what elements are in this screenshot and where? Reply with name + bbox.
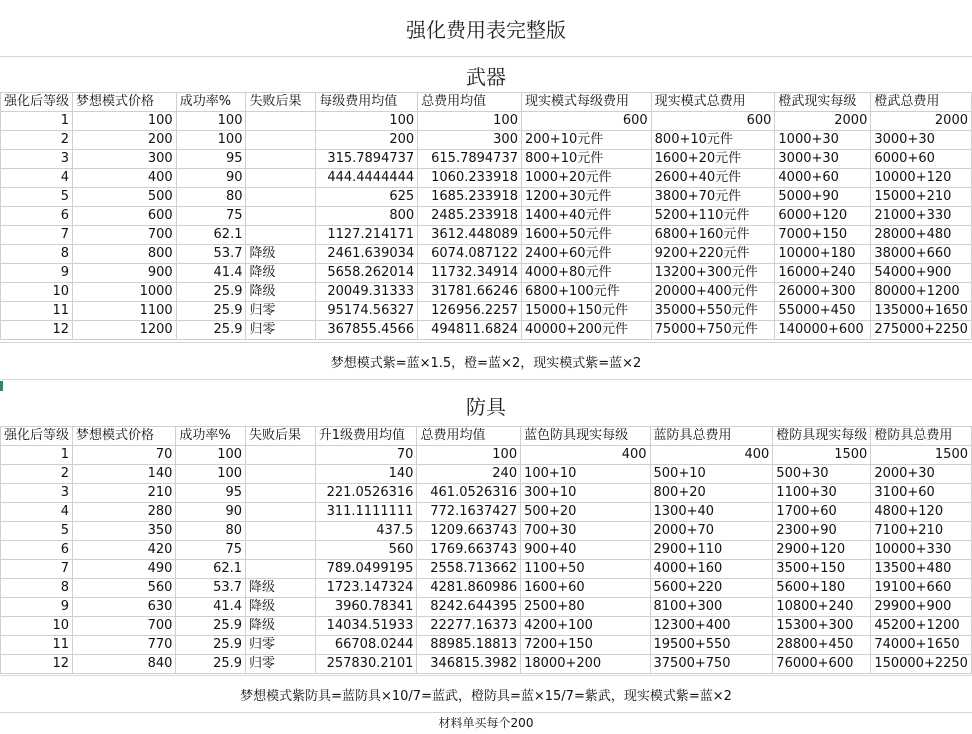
table-cell[interactable]: 315.7894737 xyxy=(316,150,418,169)
table-cell[interactable]: 2300+90 xyxy=(773,522,871,541)
table-cell[interactable]: 100 xyxy=(176,131,246,150)
table-cell[interactable]: 300 xyxy=(73,150,177,169)
table-row xyxy=(1,560,972,579)
table-cell[interactable]: 1300+40 xyxy=(650,503,773,522)
table-cell[interactable]: 5200+110元件 xyxy=(651,207,775,226)
table-cell[interactable]: 70 xyxy=(315,446,417,465)
table-cell[interactable]: 494811.6824 xyxy=(418,321,522,340)
table-cell[interactable]: 2900+120 xyxy=(773,541,871,560)
armor-section-title: 防具 xyxy=(466,394,506,419)
table-cell[interactable]: 1 xyxy=(1,446,73,465)
table-row xyxy=(1,617,972,636)
table-row xyxy=(1,245,972,264)
table-cell[interactable]: 300+10 xyxy=(521,484,650,503)
table-row xyxy=(1,302,972,321)
table-cell[interactable]: 1000+20元件 xyxy=(521,169,651,188)
table-cell[interactable]: 53.7 xyxy=(176,245,246,264)
table-cell[interactable]: 1685.233918 xyxy=(418,188,522,207)
table-cell[interactable]: 1200+30元件 xyxy=(521,188,651,207)
table-cell[interactable]: 5000+90 xyxy=(775,188,871,207)
table-cell[interactable]: 11732.34914 xyxy=(418,264,522,283)
table-cell[interactable]: 22277.16373 xyxy=(417,617,521,636)
table-cell[interactable]: 15300+300 xyxy=(773,617,871,636)
table-row xyxy=(1,465,972,484)
table-cell[interactable]: 1127.214171 xyxy=(316,226,418,245)
table-cell[interactable]: 560 xyxy=(73,579,176,598)
table-cell[interactable]: 28000+480 xyxy=(871,226,972,245)
table-cell[interactable]: 210 xyxy=(73,484,176,503)
table-cell[interactable]: 100+10 xyxy=(521,465,650,484)
table-cell[interactable] xyxy=(246,207,316,226)
table-cell[interactable]: 311.1111111 xyxy=(315,503,417,522)
table-cell[interactable]: 95 xyxy=(176,150,246,169)
table-cell[interactable]: 2400+60元件 xyxy=(521,245,651,264)
table-cell[interactable]: 1600+50元件 xyxy=(521,226,651,245)
table-cell[interactable]: 100 xyxy=(176,465,246,484)
table-row xyxy=(1,188,972,207)
table-cell[interactable]: 140000+600 xyxy=(775,321,871,340)
table-cell[interactable]: 700 xyxy=(73,617,176,636)
table-cell[interactable]: 12 xyxy=(1,655,73,674)
table-cell[interactable]: 38000+660 xyxy=(871,245,972,264)
table-cell[interactable]: 归零 xyxy=(246,302,316,321)
table-cell[interactable]: 1100+30 xyxy=(773,484,871,503)
table-cell[interactable]: 4 xyxy=(1,169,73,188)
table-cell[interactable]: 2 xyxy=(1,131,73,150)
table-cell[interactable] xyxy=(246,131,316,150)
table-cell[interactable]: 26000+300 xyxy=(775,283,871,302)
table-cell[interactable]: 12300+400 xyxy=(650,617,773,636)
table-cell[interactable]: 1400+40元件 xyxy=(521,207,651,226)
table-cell[interactable]: 100 xyxy=(418,112,522,131)
table-cell[interactable]: 600 xyxy=(73,207,177,226)
table-cell[interactable]: 10800+240 xyxy=(773,598,871,617)
table-cell[interactable]: 19100+660 xyxy=(871,579,972,598)
table-cell[interactable]: 12 xyxy=(1,321,73,340)
table-cell[interactable]: 1100+50 xyxy=(521,560,650,579)
table-cell[interactable]: 1700+60 xyxy=(773,503,871,522)
column-header[interactable]: 成功率% xyxy=(176,93,246,112)
table-cell[interactable]: 1500 xyxy=(871,446,972,465)
table-cell[interactable]: 2 xyxy=(1,465,73,484)
table-row xyxy=(1,264,972,283)
table-cell[interactable]: 21000+330 xyxy=(871,207,972,226)
table-cell[interactable] xyxy=(246,541,316,560)
table-cell[interactable]: 1600+60 xyxy=(521,579,650,598)
table-cell[interactable]: 1600+20元件 xyxy=(651,150,775,169)
table-cell[interactable] xyxy=(246,522,316,541)
table-cell[interactable]: 62.1 xyxy=(176,226,246,245)
table-cell[interactable]: 100 xyxy=(176,446,246,465)
table-cell[interactable]: 2558.713662 xyxy=(417,560,521,579)
table-cell[interactable]: 53.7 xyxy=(176,579,246,598)
table-cell[interactable]: 4000+80元件 xyxy=(521,264,651,283)
table-cell[interactable]: 500+20 xyxy=(521,503,650,522)
table-cell[interactable]: 1 xyxy=(1,112,73,131)
table-cell[interactable]: 25.9 xyxy=(176,617,246,636)
column-header[interactable]: 橙武总费用 xyxy=(871,93,972,112)
table-cell[interactable]: 28800+450 xyxy=(773,636,871,655)
table-cell[interactable]: 2500+80 xyxy=(521,598,650,617)
table-cell[interactable]: 2900+110 xyxy=(650,541,773,560)
table-cell[interactable]: 54000+900 xyxy=(871,264,972,283)
table-row xyxy=(1,131,972,150)
table-cell[interactable]: 5600+220 xyxy=(650,579,773,598)
table-cell[interactable]: 41.4 xyxy=(176,598,246,617)
table-cell[interactable]: 19500+550 xyxy=(650,636,773,655)
table-cell[interactable] xyxy=(246,188,316,207)
table-cell[interactable]: 560 xyxy=(315,541,417,560)
table-cell[interactable]: 367855.4566 xyxy=(316,321,418,340)
table-cell[interactable]: 归零 xyxy=(246,321,316,340)
table-cell[interactable]: 62.1 xyxy=(176,560,246,579)
table-cell[interactable]: 8100+300 xyxy=(650,598,773,617)
table-cell[interactable]: 400 xyxy=(650,446,773,465)
table-cell[interactable]: 444.4444444 xyxy=(316,169,418,188)
table-row xyxy=(1,446,972,465)
table-cell[interactable]: 200 xyxy=(73,131,177,150)
armor-note: 梦想模式紫防具=蓝防具×10/7=蓝武，橙防具=蓝×15/7=紫武，现实模式紫=蓝×2 xyxy=(0,675,972,713)
table-cell[interactable]: 10000+180 xyxy=(775,245,871,264)
table-cell[interactable]: 800+10元件 xyxy=(651,131,775,150)
table-cell[interactable]: 25.9 xyxy=(176,321,246,340)
table-cell[interactable]: 6000+120 xyxy=(775,207,871,226)
table-row xyxy=(1,169,972,188)
table-cell[interactable]: 800+10元件 xyxy=(521,150,651,169)
table-cell[interactable]: 25.9 xyxy=(176,302,246,321)
table-cell[interactable]: 9 xyxy=(1,264,73,283)
table-cell[interactable]: 降级 xyxy=(246,283,316,302)
table-cell[interactable] xyxy=(246,226,316,245)
table-cell[interactable]: 4000+160 xyxy=(650,560,773,579)
header-row xyxy=(1,93,972,112)
table-cell[interactable]: 275000+2250 xyxy=(871,321,972,340)
table-cell[interactable]: 1723.147324 xyxy=(315,579,417,598)
table-cell[interactable] xyxy=(246,150,316,169)
table-cell[interactable]: 降级 xyxy=(246,598,316,617)
table-cell[interactable]: 5658.262014 xyxy=(316,264,418,283)
table-cell[interactable]: 615.7894737 xyxy=(418,150,522,169)
table-cell[interactable]: 1209.663743 xyxy=(417,522,521,541)
table-cell[interactable]: 14034.51933 xyxy=(315,617,417,636)
table-cell[interactable]: 11 xyxy=(1,636,73,655)
table-cell[interactable]: 1100 xyxy=(73,302,177,321)
table-cell[interactable]: 100 xyxy=(176,112,246,131)
table-row xyxy=(1,636,972,655)
table-cell[interactable]: 13200+300元件 xyxy=(651,264,775,283)
table-cell[interactable]: 500+10 xyxy=(650,465,773,484)
table-cell[interactable]: 800+20 xyxy=(650,484,773,503)
table-cell[interactable]: 772.1637427 xyxy=(417,503,521,522)
table-cell[interactable]: 100 xyxy=(316,112,418,131)
table-cell[interactable]: 100 xyxy=(73,112,177,131)
table-cell[interactable]: 降级 xyxy=(246,579,316,598)
table-cell[interactable]: 归零 xyxy=(246,655,316,674)
table-cell[interactable]: 3100+60 xyxy=(871,484,972,503)
table-cell[interactable]: 降级 xyxy=(246,617,316,636)
table-cell[interactable]: 95174.56327 xyxy=(316,302,418,321)
table-cell[interactable]: 4281.860986 xyxy=(417,579,521,598)
table-cell[interactable]: 29900+900 xyxy=(871,598,972,617)
table-cell[interactable]: 500+30 xyxy=(773,465,871,484)
table-cell[interactable]: 8242.644395 xyxy=(417,598,521,617)
table-cell[interactable]: 3000+30 xyxy=(775,150,871,169)
table-cell[interactable]: 1769.663743 xyxy=(417,541,521,560)
table-row xyxy=(1,112,972,131)
column-header[interactable]: 强化后等级 xyxy=(1,427,73,446)
table-cell[interactable]: 25.9 xyxy=(176,283,246,302)
table-cell[interactable]: 降级 xyxy=(246,245,316,264)
header-row xyxy=(1,427,972,446)
table-cell[interactable]: 13500+480 xyxy=(871,560,972,579)
table-cell[interactable]: 6800+160元件 xyxy=(651,226,775,245)
table-cell[interactable]: 2000+30 xyxy=(871,465,972,484)
table-cell[interactable]: 300 xyxy=(418,131,522,150)
table-cell[interactable]: 40000+200元件 xyxy=(521,321,651,340)
table-cell[interactable]: 257830.2101 xyxy=(315,655,417,674)
table-cell[interactable]: 18000+200 xyxy=(521,655,650,674)
table-cell[interactable]: 25.9 xyxy=(176,636,246,655)
table-cell[interactable]: 840 xyxy=(73,655,176,674)
table-cell[interactable]: 400 xyxy=(73,169,177,188)
column-header[interactable]: 成功率% xyxy=(176,427,246,446)
table-cell[interactable]: 41.4 xyxy=(176,264,246,283)
table-row xyxy=(1,503,972,522)
column-header[interactable]: 现实模式总费用 xyxy=(651,93,775,112)
column-header[interactable]: 蓝色防具现实每级 xyxy=(521,427,650,446)
table-cell[interactable]: 135000+1650 xyxy=(871,302,972,321)
table-cell[interactable]: 9200+220元件 xyxy=(651,245,775,264)
table-cell[interactable]: 140 xyxy=(73,465,176,484)
table-cell[interactable]: 35000+550元件 xyxy=(651,302,775,321)
table-row xyxy=(1,598,972,617)
table-row xyxy=(1,541,972,560)
table-cell[interactable]: 3612.448089 xyxy=(418,226,522,245)
table-cell[interactable]: 3000+30 xyxy=(871,131,972,150)
table-cell[interactable]: 80 xyxy=(176,522,246,541)
table-cell[interactable] xyxy=(246,484,316,503)
table-cell[interactable] xyxy=(246,169,316,188)
table-cell[interactable]: 8 xyxy=(1,579,73,598)
table-cell[interactable]: 800 xyxy=(316,207,418,226)
table-cell[interactable]: 6 xyxy=(1,541,73,560)
table-cell[interactable]: 6 xyxy=(1,207,73,226)
table-cell[interactable]: 20000+400元件 xyxy=(651,283,775,302)
table-cell[interactable]: 15000+150元件 xyxy=(521,302,651,321)
table-cell[interactable]: 88985.18813 xyxy=(417,636,521,655)
column-header[interactable]: 总费用均值 xyxy=(417,427,521,446)
table-cell[interactable]: 100 xyxy=(417,446,521,465)
table-row xyxy=(1,655,972,674)
table-cell[interactable]: 90 xyxy=(176,169,246,188)
table-cell[interactable]: 630 xyxy=(73,598,176,617)
table-cell[interactable]: 490 xyxy=(73,560,176,579)
table-cell[interactable]: 625 xyxy=(316,188,418,207)
table-cell[interactable]: 16000+240 xyxy=(775,264,871,283)
table-cell[interactable]: 400 xyxy=(521,446,650,465)
table-cell[interactable]: 4800+120 xyxy=(871,503,972,522)
table-cell[interactable]: 4000+60 xyxy=(775,169,871,188)
table-cell[interactable]: 1500 xyxy=(773,446,871,465)
table-cell[interactable]: 200+10元件 xyxy=(521,131,651,150)
table-cell[interactable]: 31781.66246 xyxy=(418,283,522,302)
column-header[interactable]: 强化后等级 xyxy=(1,93,73,112)
table-row xyxy=(1,207,972,226)
sheet-title: 强化费用表完整版 xyxy=(0,0,972,57)
table-cell[interactable]: 25.9 xyxy=(176,655,246,674)
column-header[interactable]: 升1级费用均值 xyxy=(315,427,417,446)
column-header[interactable]: 梦想模式价格 xyxy=(73,93,177,112)
table-cell[interactable]: 75 xyxy=(176,541,246,560)
table-cell[interactable]: 2000 xyxy=(775,112,871,131)
table-cell[interactable]: 5600+180 xyxy=(773,579,871,598)
table-cell[interactable]: 75 xyxy=(176,207,246,226)
table-cell[interactable]: 3 xyxy=(1,484,73,503)
table-cell[interactable]: 700+30 xyxy=(521,522,650,541)
table-cell[interactable]: 4 xyxy=(1,503,73,522)
column-header[interactable]: 橙防具现实每级 xyxy=(773,427,871,446)
table-cell[interactable]: 350 xyxy=(73,522,176,541)
table-cell[interactable]: 2600+40元件 xyxy=(651,169,775,188)
table-cell[interactable]: 76000+600 xyxy=(773,655,871,674)
column-header[interactable]: 现实模式每级费用 xyxy=(521,93,651,112)
table-cell[interactable]: 8 xyxy=(1,245,73,264)
table-cell[interactable]: 2485.233918 xyxy=(418,207,522,226)
armor-table xyxy=(0,426,972,674)
table-cell[interactable]: 420 xyxy=(73,541,176,560)
table-cell[interactable]: 240 xyxy=(417,465,521,484)
table-row xyxy=(1,321,972,340)
table-cell[interactable]: 20049.31333 xyxy=(316,283,418,302)
table-cell[interactable]: 10000+120 xyxy=(871,169,972,188)
column-header[interactable]: 失败后果 xyxy=(246,93,316,112)
table-cell[interactable]: 70 xyxy=(73,446,176,465)
table-cell[interactable] xyxy=(246,112,316,131)
table-cell[interactable] xyxy=(246,503,316,522)
table-row xyxy=(1,522,972,541)
table-cell[interactable]: 600 xyxy=(521,112,651,131)
table-cell[interactable]: 7 xyxy=(1,226,73,245)
table-cell[interactable]: 归零 xyxy=(246,636,316,655)
table-cell[interactable]: 4200+100 xyxy=(521,617,650,636)
table-row xyxy=(1,579,972,598)
table-cell[interactable]: 600 xyxy=(651,112,775,131)
table-cell[interactable]: 3 xyxy=(1,150,73,169)
table-cell[interactable]: 10 xyxy=(1,617,73,636)
table-cell[interactable]: 7 xyxy=(1,560,73,579)
table-cell[interactable]: 280 xyxy=(73,503,176,522)
table-cell[interactable]: 7200+150 xyxy=(521,636,650,655)
table-cell[interactable]: 9 xyxy=(1,598,73,617)
table-cell[interactable]: 900+40 xyxy=(521,541,650,560)
table-cell[interactable]: 7100+210 xyxy=(871,522,972,541)
table-cell[interactable]: 6800+100元件 xyxy=(521,283,651,302)
table-cell[interactable]: 800 xyxy=(73,245,177,264)
table-cell[interactable]: 346815.3982 xyxy=(417,655,521,674)
weapon-note: 梦想模式紫=蓝×1.5，橙=蓝×2，现实模式紫=蓝×2 xyxy=(0,342,972,380)
table-cell[interactable]: 1200 xyxy=(73,321,177,340)
table-cell[interactable]: 5 xyxy=(1,522,73,541)
table-cell[interactable]: 1000 xyxy=(73,283,177,302)
table-cell[interactable]: 900 xyxy=(73,264,177,283)
column-header[interactable]: 橙防具总费用 xyxy=(871,427,972,446)
table-cell[interactable]: 221.0526316 xyxy=(315,484,417,503)
table-cell[interactable]: 74000+1650 xyxy=(871,636,972,655)
table-cell[interactable]: 45200+1200 xyxy=(871,617,972,636)
table-cell[interactable] xyxy=(246,465,316,484)
table-cell[interactable]: 126956.2257 xyxy=(418,302,522,321)
table-cell[interactable]: 3960.78341 xyxy=(315,598,417,617)
table-cell[interactable]: 437.5 xyxy=(315,522,417,541)
column-header[interactable]: 梦想模式价格 xyxy=(73,427,176,446)
table-cell[interactable]: 3500+150 xyxy=(773,560,871,579)
table-cell[interactable]: 55000+450 xyxy=(775,302,871,321)
table-cell[interactable]: 2000 xyxy=(871,112,972,131)
table-cell[interactable]: 10000+330 xyxy=(871,541,972,560)
weapon-section-title: 武器 xyxy=(466,64,506,89)
table-cell[interactable]: 75000+750元件 xyxy=(651,321,775,340)
column-header[interactable]: 蓝防具总费用 xyxy=(650,427,773,446)
table-cell[interactable]: 15000+210 xyxy=(871,188,972,207)
table-cell[interactable]: 11 xyxy=(1,302,73,321)
table-row xyxy=(1,484,972,503)
column-header[interactable]: 失败后果 xyxy=(246,427,316,446)
material-footer: 材料单买每个200 xyxy=(438,715,534,730)
table-cell[interactable]: 37500+750 xyxy=(650,655,773,674)
table-cell[interactable]: 66708.0244 xyxy=(315,636,417,655)
table-row xyxy=(1,283,972,302)
table-cell[interactable]: 3800+70元件 xyxy=(651,188,775,207)
table-cell[interactable]: 770 xyxy=(73,636,176,655)
table-cell[interactable]: 90 xyxy=(176,503,246,522)
table-cell[interactable]: 150000+2250 xyxy=(871,655,972,674)
table-cell[interactable]: 5 xyxy=(1,188,73,207)
table-cell[interactable]: 2000+70 xyxy=(650,522,773,541)
table-cell[interactable]: 80000+1200 xyxy=(871,283,972,302)
table-cell[interactable]: 10 xyxy=(1,283,73,302)
table-cell[interactable]: 降级 xyxy=(246,264,316,283)
table-cell[interactable]: 461.0526316 xyxy=(417,484,521,503)
table-cell[interactable]: 200 xyxy=(316,131,418,150)
weapon-table xyxy=(0,92,972,340)
table-cell[interactable]: 2461.639034 xyxy=(316,245,418,264)
table-cell[interactable]: 95 xyxy=(176,484,246,503)
table-cell[interactable]: 80 xyxy=(176,188,246,207)
table-cell[interactable] xyxy=(246,446,316,465)
table-cell[interactable]: 140 xyxy=(315,465,417,484)
table-cell[interactable]: 789.0499195 xyxy=(315,560,417,579)
table-cell[interactable]: 6074.087122 xyxy=(418,245,522,264)
table-cell[interactable] xyxy=(246,560,316,579)
table-cell[interactable]: 500 xyxy=(73,188,177,207)
table-cell[interactable]: 6000+60 xyxy=(871,150,972,169)
table-row xyxy=(1,150,972,169)
table-cell[interactable]: 1000+30 xyxy=(775,131,871,150)
table-cell[interactable]: 7000+150 xyxy=(775,226,871,245)
table-cell[interactable]: 1060.233918 xyxy=(418,169,522,188)
column-header[interactable]: 总费用均值 xyxy=(418,93,522,112)
table-row xyxy=(1,226,972,245)
table-cell[interactable]: 700 xyxy=(73,226,177,245)
column-header[interactable]: 每级费用均值 xyxy=(316,93,418,112)
column-header[interactable]: 橙武现实每级 xyxy=(775,93,871,112)
